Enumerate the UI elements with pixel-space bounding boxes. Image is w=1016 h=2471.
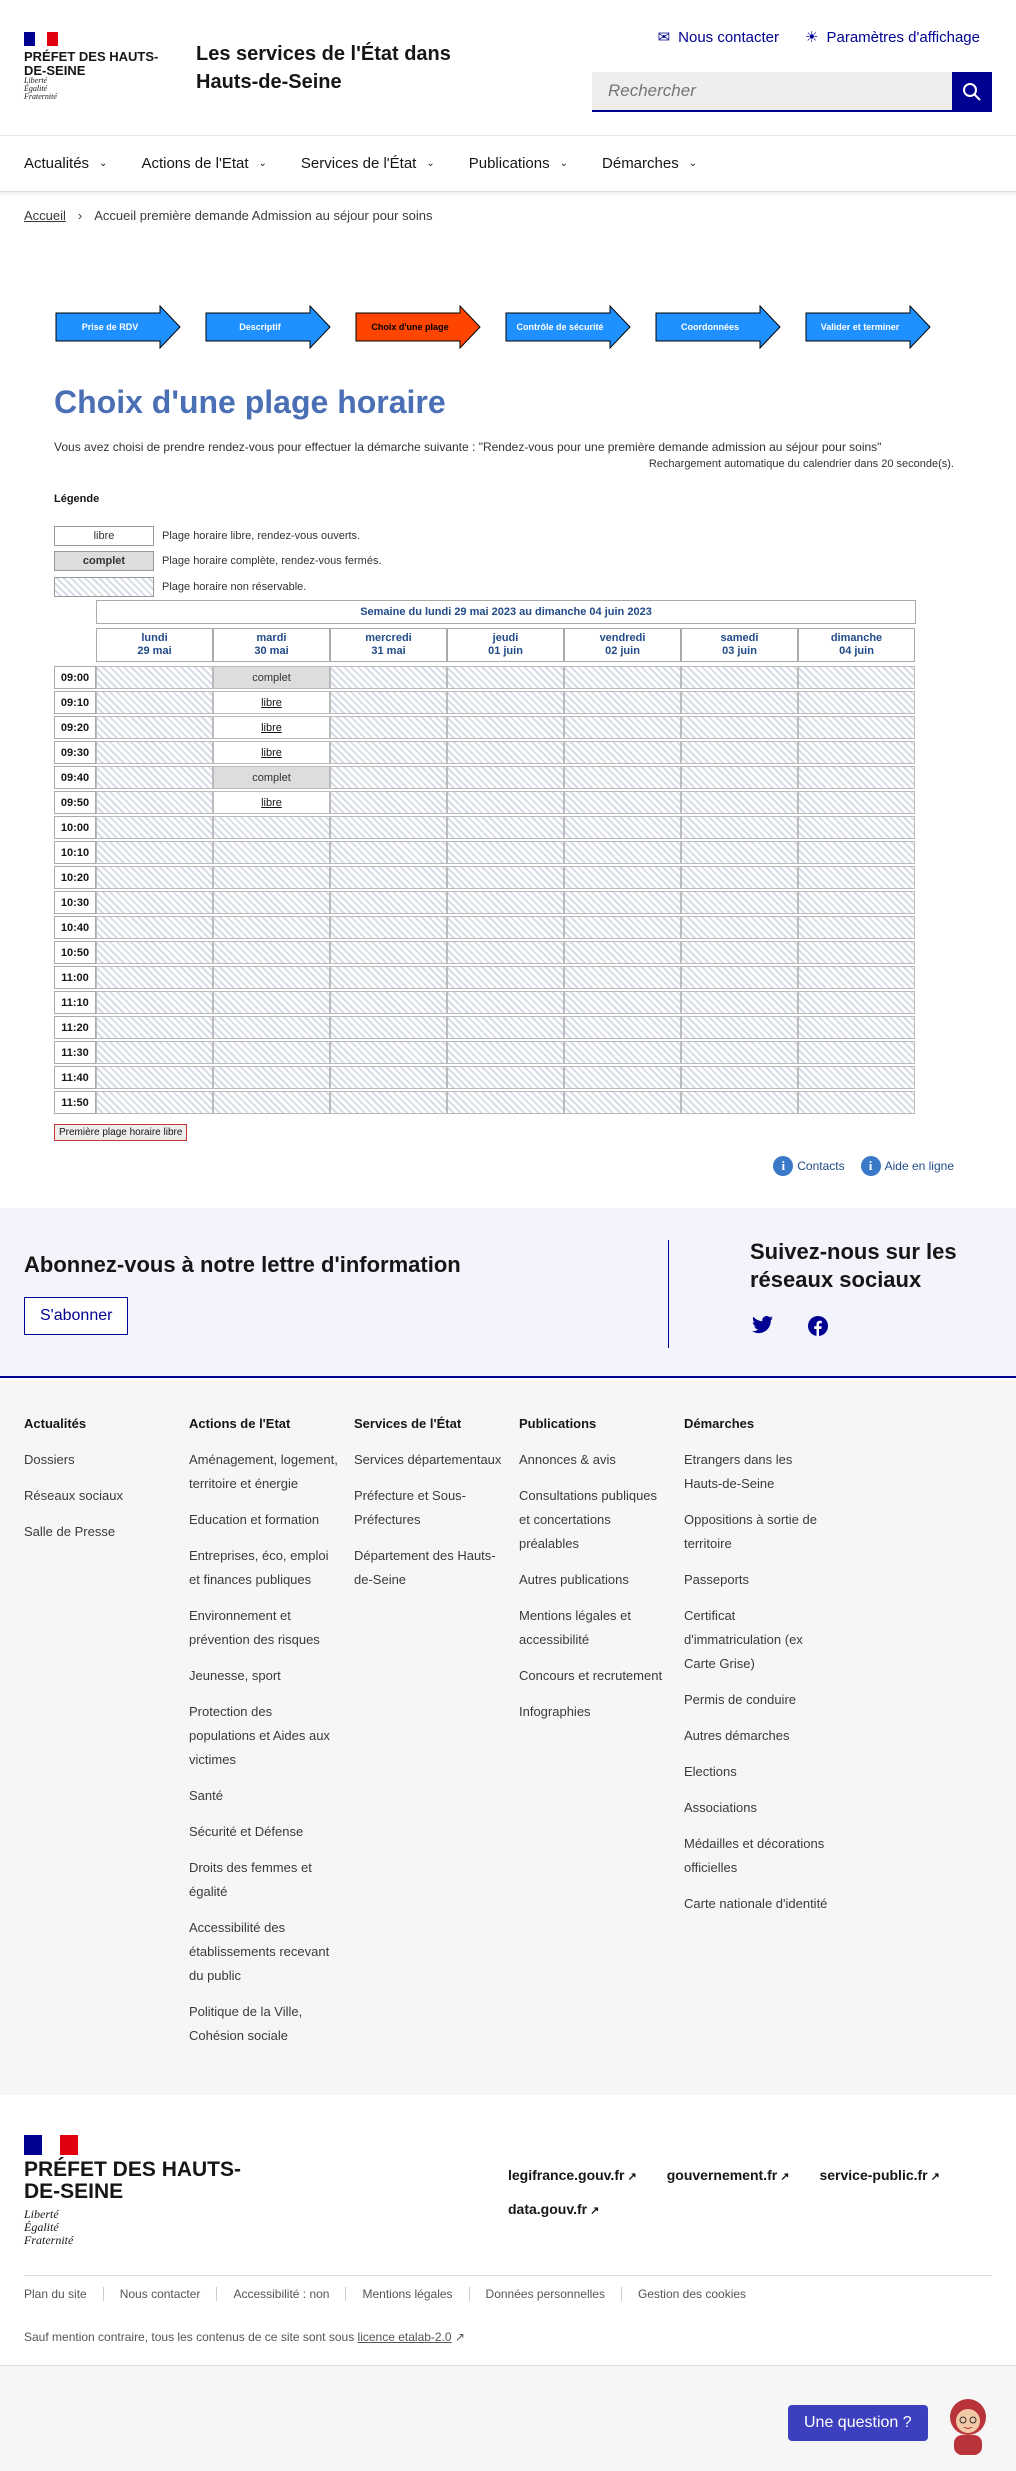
day-header: vendredi 02 juin: [564, 628, 681, 662]
footer-link[interactable]: Droits des femmes et égalité: [189, 1860, 312, 1899]
footer-link[interactable]: Etrangers dans les Hauts-de-Seine: [684, 1452, 793, 1491]
time-row: [54, 715, 916, 740]
slot-unavailable: [96, 666, 213, 689]
slot-unavailable: [213, 916, 330, 939]
slot-unavailable: [96, 841, 213, 864]
time-row: [54, 865, 916, 890]
site-title[interactable]: Les services de l'État dans Hauts-de-Seine: [196, 43, 451, 93]
intro-text: Vous avez choisi de prendre rendez-vous pour effectuer la démarche suivante : "Rendez-vous pour une première demande admission au séjour pour soins": [54, 440, 882, 454]
progress-steps: [54, 305, 932, 376]
legifrance-link[interactable]: legifrance.gouv.fr ↗: [508, 2167, 637, 2183]
slot-unavailable: [447, 891, 564, 914]
slot-unavailable: [330, 916, 447, 939]
breadcrumb-home[interactable]: Accueil: [24, 208, 66, 223]
time-label: 10:30: [54, 891, 96, 914]
twitter-icon[interactable]: [752, 1316, 774, 1334]
slot-unavailable: [96, 991, 213, 1014]
slot-unavailable: [564, 791, 681, 814]
footer-devise: Liberté Égalité Fraternité: [24, 2207, 74, 2247]
day-header: mercredi 31 mai: [330, 628, 447, 662]
slot-libre[interactable]: libre: [213, 791, 330, 814]
slot-complet: complet: [213, 766, 330, 789]
breadcrumb: [24, 208, 432, 223]
slot-unavailable: [330, 791, 447, 814]
slot-unavailable: [447, 716, 564, 739]
slot-complet: complet: [213, 666, 330, 689]
slot-unavailable: [681, 1016, 798, 1039]
slot-unavailable: [330, 1016, 447, 1039]
time-row: [54, 1040, 916, 1065]
slot-unavailable: [681, 691, 798, 714]
online-help-link[interactable]: i Aide en ligne: [861, 1156, 954, 1176]
time-label: 09:50: [54, 791, 96, 814]
time-row: [54, 740, 916, 765]
slot-unavailable: [330, 891, 447, 914]
slot-unavailable: [213, 891, 330, 914]
chevron-down-icon: ⌄: [258, 158, 267, 169]
footer-link[interactable]: Accessibilité des établissements recevant du public: [189, 1920, 330, 1983]
footer-col-title: Actions de l'Etat: [189, 1416, 291, 1431]
contacts-link[interactable]: i Contacts: [773, 1156, 844, 1176]
chevron-down-icon: ⌄: [426, 158, 435, 169]
time-row: [54, 765, 916, 790]
footer-col: [684, 1412, 834, 1928]
day-header: lundi 29 mai: [96, 628, 213, 662]
slot-unavailable: [330, 866, 447, 889]
time-row: [54, 665, 916, 690]
day-header: dimanche 04 juin: [798, 628, 915, 662]
nav-actions[interactable]: Actions de l'Etat ⌄: [141, 155, 267, 172]
slot-unavailable: [681, 916, 798, 939]
slot-unavailable: [798, 791, 915, 814]
chevron-down-icon: ⌄: [688, 158, 698, 169]
service-public-link[interactable]: service-public.fr ↗: [819, 2167, 939, 2183]
time-row: [54, 965, 916, 990]
first-free-slot-button[interactable]: Première plage horaire libre: [54, 1124, 187, 1141]
footer-col: [354, 1412, 504, 1604]
slot-unavailable: [681, 1066, 798, 1089]
slot-unavailable: [564, 741, 681, 764]
slot-unavailable: [330, 941, 447, 964]
slot-unavailable: [681, 991, 798, 1014]
slot-unavailable: [213, 1066, 330, 1089]
slot-unavailable: [213, 1041, 330, 1064]
footer-link[interactable]: Aménagement, logement, territoire et énergie: [189, 1452, 338, 1491]
footer-col-title: Publications: [519, 1416, 597, 1431]
slot-unavailable: [798, 891, 915, 914]
info-icon: i: [861, 1156, 881, 1176]
slot-unavailable: [564, 666, 681, 689]
slot-unavailable: [681, 941, 798, 964]
slot-unavailable: [330, 741, 447, 764]
slot-unavailable: [681, 766, 798, 789]
slot-unavailable: [798, 866, 915, 889]
time-label: 10:50: [54, 941, 96, 964]
slot-unavailable: [447, 941, 564, 964]
footer-link[interactable]: Permis de conduire: [684, 1692, 796, 1707]
contact-link[interactable]: ✉ Nous contacter: [657, 28, 780, 46]
nav-actualites[interactable]: Actualités ⌄: [24, 155, 108, 172]
sun-icon: ☀: [805, 29, 819, 46]
slot-unavailable: [798, 666, 915, 689]
footer-link[interactable]: Dossiers: [24, 1452, 75, 1467]
mail-icon: ✉: [657, 29, 671, 46]
slot-unavailable: [564, 1091, 681, 1114]
time-row: [54, 940, 916, 965]
slot-unavailable: [681, 1091, 798, 1114]
devise: Liberté Égalité Fraternité: [24, 76, 57, 101]
slot-unavailable: [96, 891, 213, 914]
footer-col: [24, 1412, 174, 1556]
footer-link[interactable]: Entreprises, éco, emploi et finances publiques: [189, 1548, 329, 1587]
time-row: [54, 1015, 916, 1040]
slot-unavailable: [96, 1016, 213, 1039]
time-label: 11:40: [54, 1066, 96, 1089]
main-nav: [0, 136, 1016, 192]
slot-unavailable: [564, 866, 681, 889]
footer-link[interactable]: Sécurité et Défense: [189, 1824, 304, 1839]
day-header: samedi 03 juin: [681, 628, 798, 662]
footer-link[interactable]: Education et formation: [189, 1512, 320, 1527]
slot-unavailable: [96, 1091, 213, 1114]
slot-unavailable: [213, 866, 330, 889]
slot-unavailable: [798, 1066, 915, 1089]
time-label: 09:40: [54, 766, 96, 789]
slot-unavailable: [330, 966, 447, 989]
slot-unavailable: [96, 741, 213, 764]
slot-unavailable: [447, 691, 564, 714]
footer-col-title: Services de l'État: [354, 1416, 462, 1431]
time-label: 09:10: [54, 691, 96, 714]
legend-title: Légende: [54, 493, 100, 505]
slot-unavailable: [213, 1016, 330, 1039]
footer-link[interactable]: Département des Hauts-de-Seine: [354, 1548, 496, 1587]
footer-link[interactable]: Oppositions à sortie de territoire: [684, 1512, 817, 1551]
marianne-logo[interactable]: [24, 32, 58, 46]
footer-link[interactable]: Infographies: [519, 1704, 591, 1719]
slot-unavailable: [564, 716, 681, 739]
slot-unavailable: [681, 841, 798, 864]
cookies-link[interactable]: Gestion des cookies: [621, 2287, 762, 2301]
day-header: mardi 30 mai: [213, 628, 330, 662]
slot-unavailable: [447, 666, 564, 689]
legend-complet: complet Plage horaire complète, rendez-vous fermés.: [54, 551, 382, 571]
slot-unavailable: [681, 891, 798, 914]
legend-libre: libre Plage horaire libre, rendez-vous ouverts.: [54, 526, 360, 546]
slot-unavailable: [564, 691, 681, 714]
gouvernement-link[interactable]: gouvernement.fr ↗: [667, 2167, 790, 2183]
slot-unavailable: [798, 1016, 915, 1039]
slot-unavailable: [96, 691, 213, 714]
footer-link[interactable]: Mentions légales et accessibilité: [519, 1608, 632, 1647]
footer-link[interactable]: Services départementaux: [354, 1452, 502, 1467]
contact-footer-link[interactable]: Nous contacter: [103, 2287, 217, 2301]
header: [0, 0, 1016, 136]
slot-unavailable: [798, 716, 915, 739]
footer-link[interactable]: Politique de la Ville, Cohésion sociale: [189, 2004, 303, 2043]
slot-unavailable: [564, 966, 681, 989]
nav-demarches[interactable]: Démarches ⌄: [602, 155, 698, 172]
day-header: jeudi 01 juin: [447, 628, 564, 662]
chevron-down-icon: ⌄: [559, 158, 569, 169]
slot-libre[interactable]: libre: [213, 691, 330, 714]
step-prise-rdv: Prise de RDV: [54, 305, 182, 349]
slot-unavailable: [447, 1041, 564, 1064]
footer-link[interactable]: Passeports: [684, 1572, 750, 1587]
footer-link[interactable]: Jeunesse, sport: [189, 1668, 281, 1683]
footer-col: [189, 1412, 339, 2060]
time-label: 10:00: [54, 816, 96, 839]
time-row: [54, 840, 916, 865]
slot-unavailable: [96, 1041, 213, 1064]
slot-unavailable: [681, 816, 798, 839]
slot-unavailable: [96, 866, 213, 889]
marianne-logo-footer[interactable]: [24, 2135, 78, 2155]
step-descriptif: Descriptif: [204, 305, 332, 349]
slot-unavailable: [447, 1091, 564, 1114]
chevron-right-icon: ›: [77, 208, 83, 223]
slot-unavailable: [564, 841, 681, 864]
slot-unavailable: [330, 716, 447, 739]
footer-prefet-label: PRÉFET DES HAUTS-DE-SEINE: [24, 2158, 242, 2203]
slot-unavailable: [447, 1066, 564, 1089]
personal-data-link[interactable]: Données personnelles: [469, 2287, 621, 2301]
slot-unavailable: [681, 866, 798, 889]
slot-unavailable: [330, 766, 447, 789]
slot-unavailable: [96, 1066, 213, 1089]
slot-unavailable: [798, 741, 915, 764]
slot-unavailable: [447, 866, 564, 889]
slot-unavailable: [681, 666, 798, 689]
slot-unavailable: [213, 816, 330, 839]
subscribe-button[interactable]: S'abonner: [24, 1297, 128, 1335]
slot-unavailable: [330, 991, 447, 1014]
slot-libre[interactable]: libre: [213, 716, 330, 739]
footer-link[interactable]: Préfecture et Sous-Préfectures: [354, 1488, 466, 1527]
slot-unavailable: [681, 1041, 798, 1064]
legal-notice-link[interactable]: Mentions légales: [345, 2287, 468, 2301]
newsletter-section: [0, 1208, 1016, 1378]
search-button[interactable]: [952, 72, 992, 112]
slot-unavailable: [330, 841, 447, 864]
slot-unavailable: [798, 966, 915, 989]
footer-link[interactable]: Environnement et prévention des risques: [189, 1608, 320, 1647]
search-icon: [962, 82, 982, 102]
chatbot-avatar-icon[interactable]: [944, 2395, 992, 2455]
slot-unavailable: [798, 991, 915, 1014]
slot-unavailable: [330, 1041, 447, 1064]
search-input[interactable]: [592, 72, 952, 112]
display-settings-link[interactable]: ☀ Paramètres d'affichage: [805, 28, 980, 46]
legal-links: [24, 2287, 762, 2301]
page-title: Choix d'une plage horaire: [54, 384, 446, 420]
time-row: [54, 990, 916, 1015]
slot-unavailable: [213, 966, 330, 989]
legend-non-reservable: Plage horaire non réservable.: [54, 577, 306, 597]
slot-unavailable: [330, 666, 447, 689]
time-row: [54, 690, 916, 715]
slot-unavailable: [447, 766, 564, 789]
footer-link[interactable]: Elections: [684, 1764, 737, 1779]
time-label: 10:10: [54, 841, 96, 864]
time-row: [54, 790, 916, 815]
footer-link[interactable]: Réseaux sociaux: [24, 1488, 123, 1503]
slot-libre[interactable]: libre: [213, 741, 330, 764]
time-label: 11:30: [54, 1041, 96, 1064]
slot-unavailable: [213, 841, 330, 864]
slot-unavailable: [96, 766, 213, 789]
footer-link[interactable]: Certificat d'immatriculation (ex Carte Grise): [684, 1608, 803, 1671]
newsletter-title: Abonnez-vous à notre lettre d'information: [24, 1252, 461, 1277]
social-title: Suivez-nous sur les réseaux sociaux: [750, 1239, 957, 1292]
slot-unavailable: [447, 916, 564, 939]
accessibility-link[interactable]: Accessibilité : non: [216, 2287, 345, 2301]
footer-link[interactable]: Consultations publiques et concertations préalables: [519, 1488, 658, 1551]
time-label: 11:50: [54, 1091, 96, 1114]
slot-unavailable: [96, 716, 213, 739]
slot-unavailable: [798, 691, 915, 714]
slot-unavailable: [447, 791, 564, 814]
slot-unavailable: [96, 816, 213, 839]
time-row: [54, 1065, 916, 1090]
slot-unavailable: [213, 1091, 330, 1114]
slot-unavailable: [96, 916, 213, 939]
slot-unavailable: [798, 1041, 915, 1064]
footer-link[interactable]: Annonces & avis: [519, 1452, 616, 1467]
step-coordonnees: Coordonnées personnelles: [654, 305, 782, 349]
slot-unavailable: [798, 766, 915, 789]
prefet-label: PRÉFET DES HAUTS-DE-SEINE: [24, 49, 159, 78]
footer-link[interactable]: Autres démarches: [684, 1728, 790, 1743]
gov-links: [508, 2167, 988, 2217]
nav-publications[interactable]: Publications ⌄: [468, 155, 569, 172]
nav-services[interactable]: Services de l'État ⌄: [300, 155, 435, 172]
footer-link[interactable]: Protection des populations et Aides aux victimes: [189, 1704, 330, 1767]
slot-unavailable: [564, 916, 681, 939]
slot-unavailable: [681, 966, 798, 989]
time-row: [54, 890, 916, 915]
time-label: 09:20: [54, 716, 96, 739]
slot-unavailable: [681, 741, 798, 764]
calendar: [54, 600, 916, 1115]
breadcrumb-current: Accueil première demande Admission au séjour pour soins: [94, 208, 433, 223]
footer-link[interactable]: Santé: [189, 1788, 223, 1803]
step-choix-plage: Choix d'une plage: [354, 305, 482, 349]
footer-col: [519, 1412, 669, 1736]
slot-unavailable: [213, 991, 330, 1014]
slot-unavailable: [564, 1016, 681, 1039]
footer-link[interactable]: Carte nationale d'identité: [684, 1896, 828, 1911]
time-label: 11:10: [54, 991, 96, 1014]
slot-unavailable: [330, 1066, 447, 1089]
slot-unavailable: [798, 841, 915, 864]
footer-link[interactable]: Autres publications: [519, 1572, 629, 1587]
slot-unavailable: [447, 841, 564, 864]
footer-link[interactable]: Associations: [684, 1800, 757, 1815]
info-icon: i: [773, 1156, 793, 1176]
calendar-week: Semaine du lundi 29 mai 2023 au dimanche 04 juin 2023: [96, 600, 916, 624]
data-gouv-link[interactable]: data.gouv.fr ↗: [508, 2201, 599, 2217]
license-link[interactable]: licence etalab-2.0: [357, 2330, 452, 2344]
search-bar: [592, 72, 992, 112]
reload-text: Rechargement automatique du calendrier dans 20 seconde(s).: [648, 458, 954, 470]
slot-unavailable: [330, 816, 447, 839]
footer-columns: [0, 1380, 1016, 2095]
slot-unavailable: [564, 891, 681, 914]
slot-unavailable: [447, 816, 564, 839]
license-text: Sauf mention contraire, tous les contenus de ce site sont sous licence etalab-2.0 ↗: [24, 2330, 465, 2344]
slot-unavailable: [681, 716, 798, 739]
time-label: 10:40: [54, 916, 96, 939]
slot-unavailable: [798, 816, 915, 839]
slot-unavailable: [330, 1091, 447, 1114]
facebook-icon[interactable]: [808, 1316, 828, 1336]
slot-unavailable: [96, 966, 213, 989]
slot-unavailable: [447, 966, 564, 989]
time-label: 11:20: [54, 1016, 96, 1039]
step-valider: Valider et terminer: [804, 305, 932, 349]
slot-unavailable: [564, 941, 681, 964]
footer-link[interactable]: Concours et recrutement: [519, 1668, 663, 1683]
time-row: [54, 815, 916, 840]
slot-unavailable: [447, 741, 564, 764]
slot-unavailable: [96, 941, 213, 964]
time-row: [54, 1090, 916, 1115]
slot-unavailable: [96, 791, 213, 814]
time-label: 09:30: [54, 741, 96, 764]
chatbot-button[interactable]: Une question ?: [788, 2405, 928, 2441]
slot-unavailable: [798, 916, 915, 939]
footer-col-title: Actualités: [24, 1416, 87, 1431]
slot-unavailable: [447, 1016, 564, 1039]
slot-unavailable: [564, 991, 681, 1014]
sitemap-link[interactable]: Plan du site: [24, 2287, 87, 2301]
slot-unavailable: [564, 766, 681, 789]
slot-unavailable: [330, 691, 447, 714]
slot-unavailable: [564, 1066, 681, 1089]
footer-link[interactable]: Salle de Presse: [24, 1524, 116, 1539]
time-label: 10:20: [54, 866, 96, 889]
slot-unavailable: [564, 1041, 681, 1064]
slot-unavailable: [564, 816, 681, 839]
time-label: 11:00: [54, 966, 96, 989]
slot-unavailable: [681, 791, 798, 814]
slot-unavailable: [447, 991, 564, 1014]
time-label: 09:00: [54, 666, 96, 689]
help-links: [773, 1156, 954, 1176]
time-row: [54, 915, 916, 940]
slot-unavailable: [798, 941, 915, 964]
step-controle: Contrôle de sécurité: [504, 305, 632, 349]
chevron-down-icon: ⌄: [99, 158, 108, 169]
footer-link[interactable]: Médailles et décorations officielles: [684, 1836, 825, 1875]
footer-col-title: Démarches: [684, 1416, 755, 1431]
slot-unavailable: [798, 1091, 915, 1114]
slot-unavailable: [213, 941, 330, 964]
